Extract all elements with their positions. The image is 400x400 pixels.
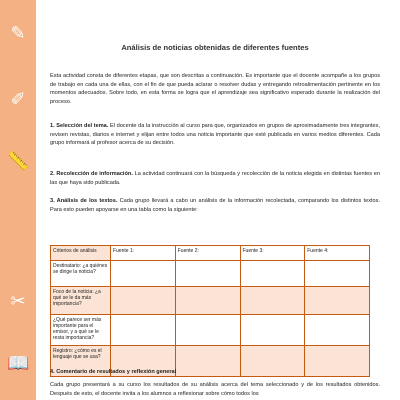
table-cell: [240, 287, 305, 315]
table-cell: [175, 261, 240, 287]
document-body: [48, 0, 382, 400]
table-cell: [240, 261, 305, 287]
table-cell: [175, 315, 240, 346]
table-cell: [111, 315, 176, 346]
step-4-paragraph: Cada grupo presentará a su curso los resultados de su análisis acerca del tema seleccionado y de los resultados obtenidos. Después de esto, el docente invita a los alumnos a reflexionar sobre cómo todos los: [50, 382, 380, 397]
step-2-paragraph: [50, 170, 380, 187]
page-title: Análisis de noticias obtenidas de diferentes fuentes: [121, 43, 309, 52]
step-4-label: 4. Comentario de resultados y reflexión general: [50, 369, 177, 375]
book-icon: 📖: [7, 353, 30, 373]
table-cell: [111, 261, 176, 287]
decorative-sidebar: [0, 0, 36, 400]
table-row-label: Destinatario: ¿a quiénes se dirige la noticia?: [51, 261, 111, 287]
step-3-paragraph: [50, 197, 380, 214]
table-row-label: Registro: ¿cómo es el lenguaje que se usa?: [51, 346, 111, 377]
table-cell: [240, 315, 305, 346]
table-cell: [305, 315, 370, 346]
table-header-cell: Fuente 1:: [111, 246, 176, 261]
table-row-label: ¿Qué parece ser más importante para el emisor, y a qué se le resta importancia?: [51, 315, 111, 346]
table-cell: [305, 287, 370, 315]
table-row: [51, 261, 370, 287]
scissors-icon: ✂: [10, 291, 26, 311]
table-row-label: Foco de la noticia: ¿a qué se le da más importancia?: [51, 287, 111, 315]
step-1-text: El docente da la instrucción al curso para que, organizados en grupos de aproximadamente tres integrantes, revisen revistas, diarios e internet y elijan entre todos una noticia importante que esté publicada en varios medios diferentes. Cada grupo informará al profesor acerca de su decisión.: [50, 123, 381, 147]
step-4-heading: [50, 368, 380, 377]
step-1-paragraph: [50, 122, 380, 148]
table-cell: [305, 261, 370, 287]
ruler-icon: 📏: [7, 151, 30, 171]
table-row: [51, 315, 370, 346]
table-cell: [111, 287, 176, 315]
step-2-label: 2. Recolección de información.: [50, 171, 133, 177]
step-1-label: 1. Selección del tema.: [50, 123, 109, 129]
table-cell: [175, 287, 240, 315]
step-2-text: La actividad continuará con la búsqueda y recolección de la noticia elegida en distintas fuentes en las que haya sido publicada.: [50, 171, 380, 186]
analysis-table: [50, 245, 370, 377]
pencil-icon: ✐: [10, 89, 26, 109]
table-header-cell: Fuente 3:: [240, 246, 305, 261]
step-3-text: Cada grupo llevará a cabo un análisis de la información recolectada, comparando los distintos textos. Para esto pueden apoyarse en una tabla como la siguiente:: [50, 198, 381, 213]
step-3-label: 3. Análisis de los textos.: [50, 198, 118, 204]
table-row: [51, 287, 370, 315]
pencil-icon: ✎: [10, 23, 26, 43]
intro-paragraph: Esta actividad consta de diferentes etapas, que son descritas a continuación. Es importante que el docente acompañe a los grupos de trabajo en cada una de ellas, con el fin de que pueda aclarar o resolver dudas y entregando retroalimentación pertinente en los momentos adecuados. Sobre todo, en esta forma se logra que el aprendizaje sea significativo esperado durante la realización del proceso.: [50, 73, 380, 105]
table-header-cell: Fuente 4:: [305, 246, 370, 261]
table-header-cell: Fuente 2:: [175, 246, 240, 261]
table-header-row: [51, 246, 370, 261]
table-header-cell: Criterios de análisis: [51, 246, 111, 261]
